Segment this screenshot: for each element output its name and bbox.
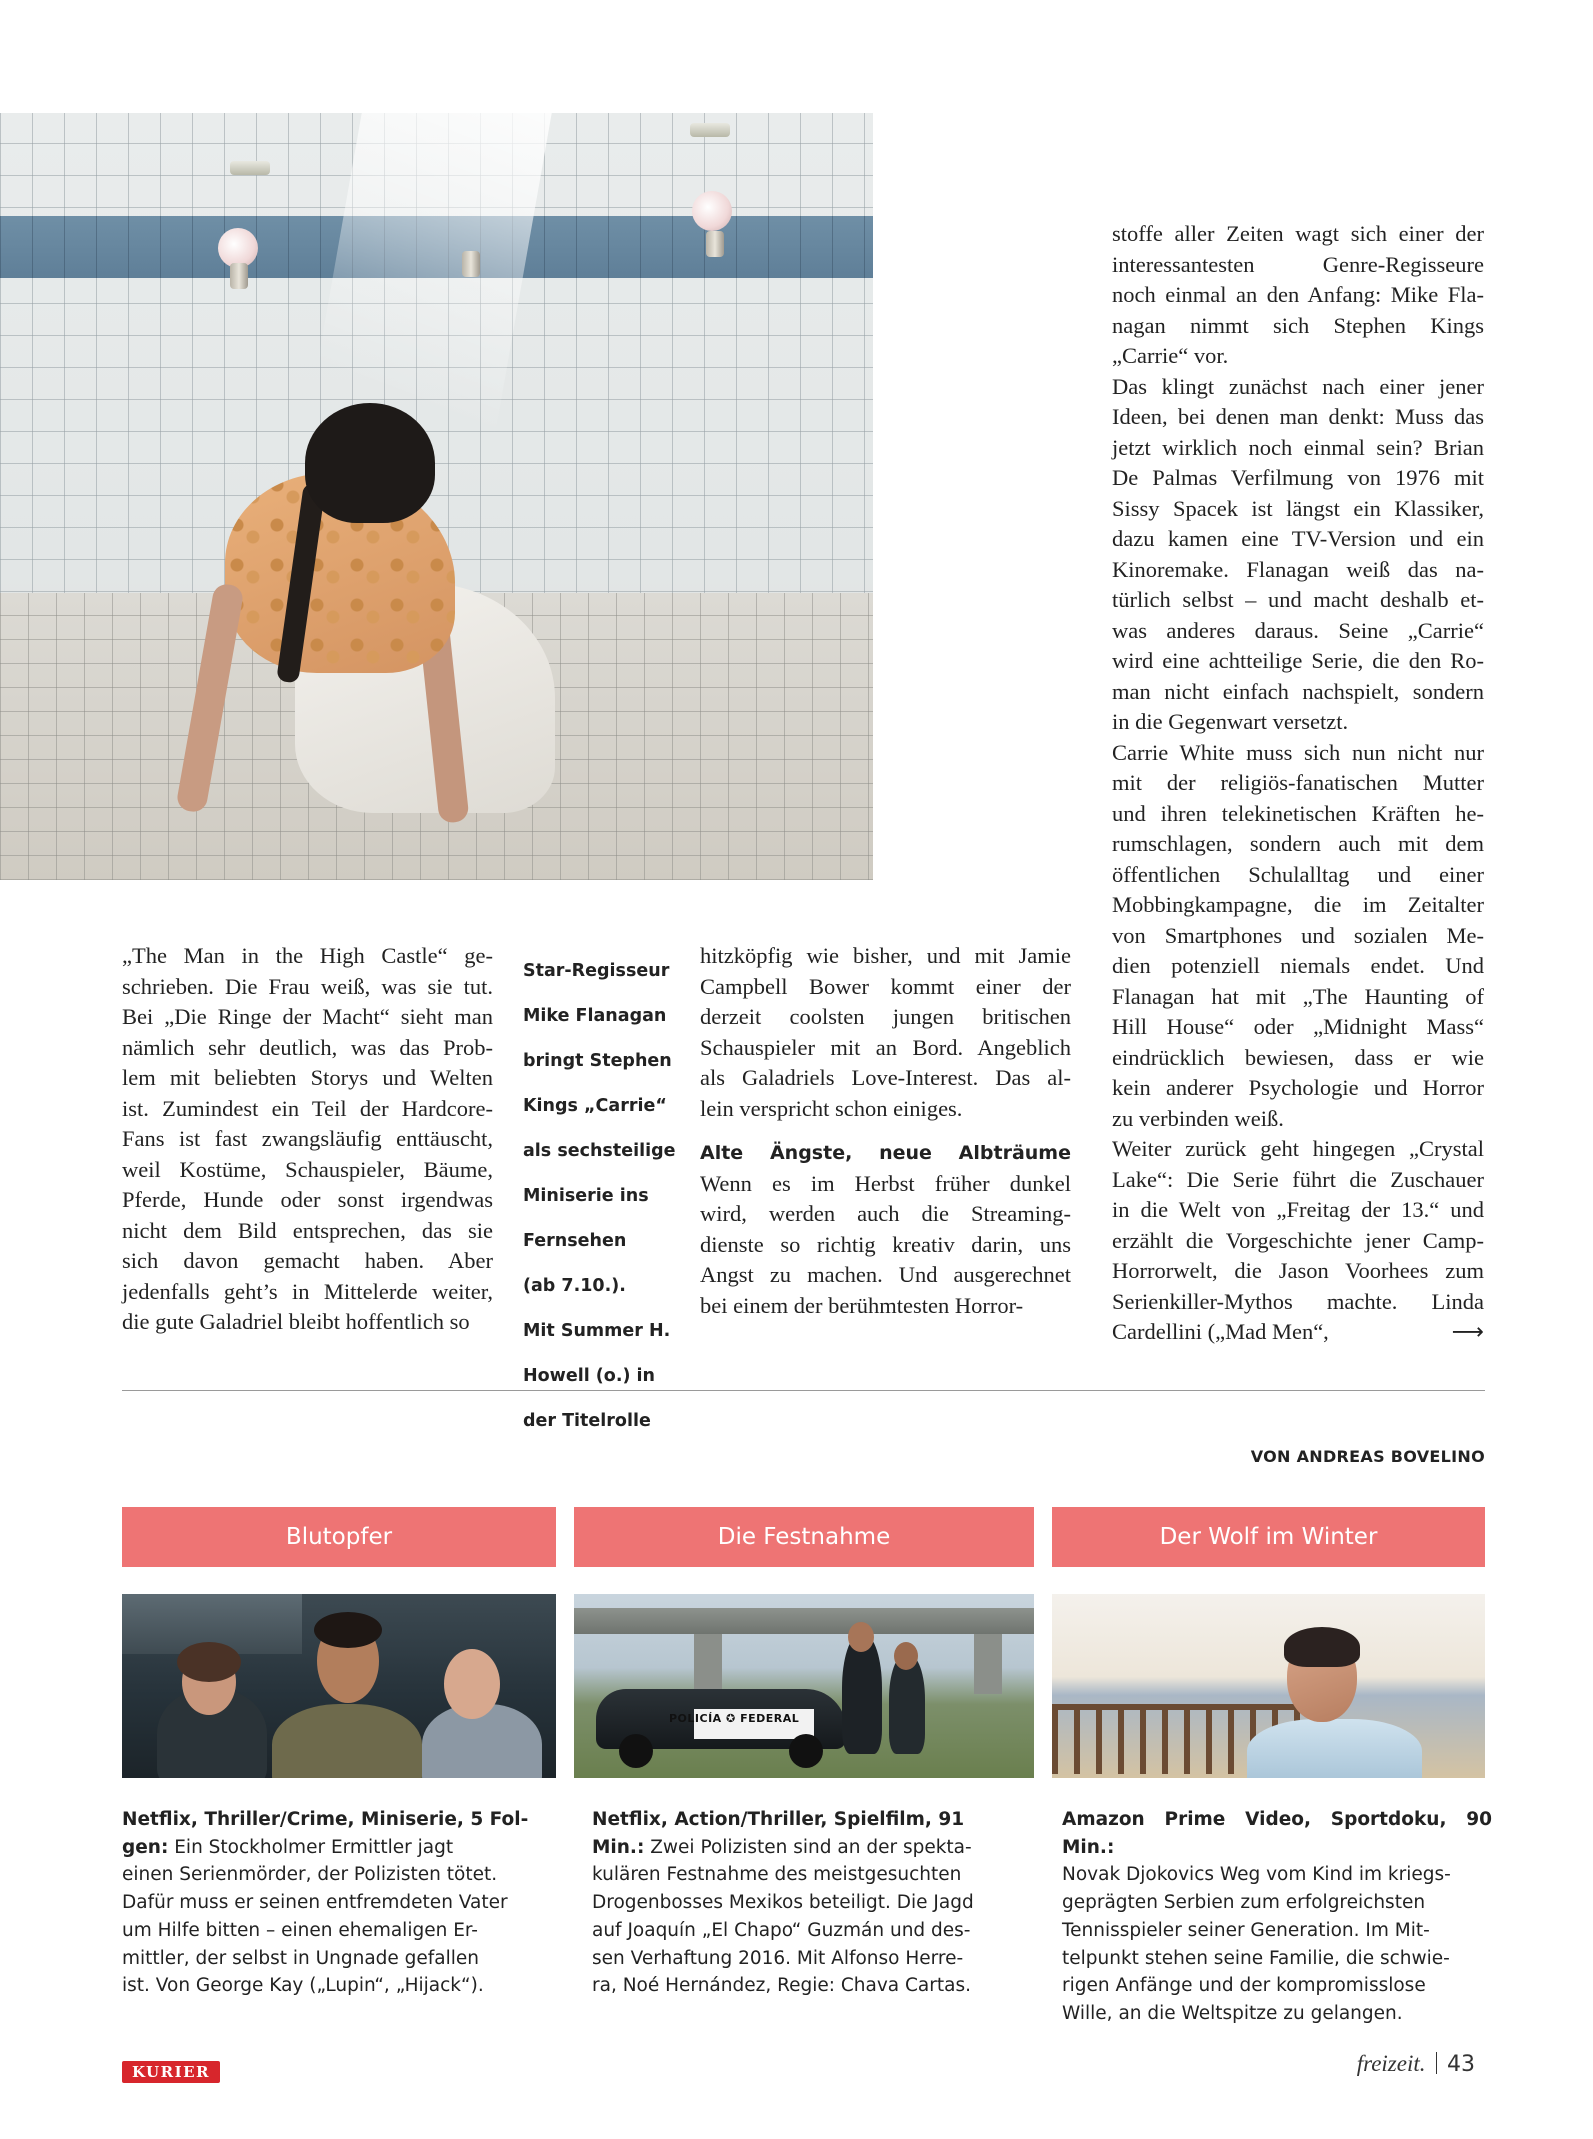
tip-title-wolf: Der Wolf im Winter: [1052, 1507, 1485, 1567]
caption-line: Miniserie ins: [523, 1185, 649, 1206]
shower-head: [218, 228, 258, 268]
soap-dish: [690, 123, 730, 137]
caption-line: Howell (o.) in: [523, 1365, 656, 1386]
article-line: Serienkiller-Mythos machte. Linda: [1112, 1288, 1484, 1314]
article-line: Kinoremake. Flanagan weiß das na-: [1112, 556, 1484, 582]
tip-line: geprägten Serbien zum erfolgreichsten: [1062, 1892, 1426, 1914]
article-line: Mobbingkampagne, die im Zeitalter: [1112, 892, 1484, 917]
tip-line: um Hilfe bitten – einen ehemaligen Er-: [122, 1919, 478, 1941]
article-line: Das klingt zunächst nach einer jener: [1112, 373, 1484, 399]
last-line-text: Cardellini („Mad Men“,: [1112, 1319, 1329, 1344]
article-line: wird, werden auch die Streaming-: [700, 1201, 1071, 1226]
tip-line: Zwei Polizisten sind an der spekta-: [644, 1836, 972, 1858]
caption-line: Fernsehen: [523, 1230, 627, 1251]
tip-line: Wille, an die Weltspitze zu gelangen.: [1062, 2002, 1403, 2024]
magazine-name: freizeit.: [1356, 2051, 1426, 2076]
article-line: Horrorwelt, die Jason Voorhees zum: [1112, 1258, 1484, 1283]
article-line: lein verspricht schon einiges.: [700, 1095, 963, 1121]
article-line: De Palmas Verfilmung von 1976 mit: [1112, 465, 1484, 490]
tip-line: ra, Noé Hernández, Regie: Chava Cartas.: [592, 1975, 971, 1997]
article-line: Weiter zurück geht hingegen „Crystal: [1112, 1136, 1484, 1161]
folio-separator: [1436, 2052, 1438, 2074]
tip-meta: Min.:: [592, 1836, 645, 1858]
tip-meta: gen:: [122, 1836, 169, 1858]
article-line: Angst zu machen. Und ausgerechnet: [700, 1262, 1071, 1287]
tip-line: ist. Von George Kay („Lupin“, „Hijack“).: [122, 1975, 484, 1997]
tip-meta: Netflix, Thriller/Crime, Miniserie, 5 Fol-: [122, 1809, 529, 1830]
article-line: Sissy Spacek ist längst ein Klassiker,: [1112, 495, 1484, 521]
article-line: dien potenziell niemals endet. Und: [1112, 953, 1484, 978]
tip-image-festnahme: [574, 1594, 1034, 1778]
article-line: kein anderer Psychologie und Horror: [1112, 1075, 1484, 1100]
article-line: „The Man in the High Castle“ ge-: [122, 943, 493, 968]
tip-line: sen Verhaftung 2016. Mit Alfonso Herre-: [592, 1947, 964, 1969]
tip-image-wolf: [1052, 1594, 1485, 1778]
article-line: noch einmal an den Anfang: Mike Fla-: [1112, 282, 1484, 307]
article-line: rumschlagen, sondern auch mit dem: [1112, 831, 1484, 856]
article-line: nagan nimmt sich Stephen Kings: [1112, 312, 1484, 338]
article-line: sich davon gemacht haben. Aber: [122, 1248, 493, 1273]
article-line: zu verbinden weiß.: [1112, 1105, 1284, 1131]
hero-photo: [0, 113, 873, 880]
article-column-3: [1112, 219, 1484, 1348]
tip-line: mittler, der selbst in Ungnade gefallen: [122, 1947, 480, 1969]
article-line: was anderes daraus. Seine „Carrie“: [1112, 617, 1484, 643]
car-label: POLICÍA ✪ FEDERAL: [669, 1712, 800, 1725]
tip-line: Ein Stockholmer Ermittler jagt: [168, 1836, 454, 1858]
article-line: Schauspieler mit an Bord. Angeblich: [700, 1034, 1071, 1060]
caption-line: Kings „Carrie“: [523, 1095, 667, 1116]
article-line: in die Welt von „Freitag der 13.“ und: [1112, 1197, 1484, 1222]
shower-tap: [462, 251, 480, 277]
article-line: lem mit beliebten Storys und Welten: [122, 1065, 493, 1090]
article-line: Pferde, Hunde oder sonst irgendwas: [122, 1187, 493, 1212]
tip-text-wolf: [1062, 1806, 1492, 2028]
article-line: türlich selbst – und macht deshalb et-: [1112, 587, 1484, 612]
article-line: jedenfalls geht’s in Mittelerde weiter,: [122, 1278, 493, 1304]
article-line: jetzt wirklich noch einmal sein? Brian: [1112, 434, 1484, 460]
tip-line: Drogenbosses Mexikos beteiligt. Die Jagd: [592, 1892, 974, 1914]
tip-line: auf Joaquín „El Chapo“ Guzmán und des-: [592, 1919, 971, 1941]
article-column-2: [700, 941, 1071, 1321]
tip-image-blutopfer: [122, 1594, 556, 1778]
article-line: in die Gegenwart versetzt.: [1112, 709, 1349, 734]
article-line: Campbell Bower kommt einer der: [700, 973, 1071, 999]
article-line: Wenn es im Herbst früher dunkel: [700, 1170, 1071, 1196]
section-divider: [122, 1390, 1485, 1391]
article-last-line: [1112, 1317, 1484, 1348]
article-line: Hill House“ oder „Midnight Mass“: [1112, 1014, 1484, 1039]
article-line: man nicht einfach nachspielt, sondern: [1112, 678, 1484, 704]
caption-line: bringt Stephen: [523, 1050, 672, 1071]
tip-line: einen Serienmörder, der Polizisten tötet.: [122, 1864, 498, 1886]
article-line: stoffe aller Zeiten wagt sich einer der: [1112, 221, 1484, 246]
article-line: nicht dem Bild entsprechen, das sie: [122, 1217, 493, 1243]
caption-line: (ab 7.10.).: [523, 1275, 626, 1296]
article-line: Flanagan hat mit „The Haunting of: [1112, 983, 1484, 1009]
article-line: Bei „Die Ringe der Macht“ sieht man: [122, 1004, 493, 1029]
article-line: nämlich sehr deutlich, was das Prob-: [122, 1034, 493, 1060]
article-line: schrieben. Die Frau weiß, was sie tut.: [122, 973, 493, 999]
article-line: als Galadriels Love-Interest. Das al-: [700, 1065, 1071, 1090]
shower-tap: [230, 263, 248, 289]
article-line: öffentlichen Schulalltag und einer: [1112, 861, 1484, 887]
article-line: dazu kamen eine TV-Version und ein: [1112, 526, 1484, 551]
article-line: ist. Zumindest ein Teil der Hardcore-: [122, 1095, 493, 1121]
tip-line: telpunkt stehen seine Familie, die schwie-: [1062, 1947, 1450, 1969]
shower-head: [692, 191, 732, 231]
caption-line: der Titelrolle: [523, 1410, 651, 1431]
tip-title-festnahme: Die Festnahme: [574, 1507, 1034, 1567]
tip-line: Dafür muss er seinen entfremdeten Vater: [122, 1892, 508, 1914]
caption-line: Mike Flanagan: [523, 1005, 667, 1026]
tip-meta: Netflix, Action/Thriller, Spielfilm, 91: [592, 1809, 965, 1830]
article-line: bei einem der berühmtesten Horror-: [700, 1292, 1024, 1318]
page-folio: [1357, 2051, 1475, 2077]
article-line: von Smartphones und sozialen Me-: [1112, 922, 1484, 948]
tip-text-blutopfer: [122, 1806, 552, 2000]
article-line: mit der religiös-fanatischen Mutter: [1112, 770, 1484, 795]
caption-line: Star-Regisseur: [523, 960, 670, 981]
caption-line: als sechsteilige: [523, 1140, 676, 1161]
soap-dish: [230, 161, 270, 175]
article-line: Carrie White muss sich nun nicht nur: [1112, 739, 1484, 765]
tip-meta: Amazon Prime Video, Sportdoku, 90 Min.:: [1062, 1809, 1492, 1858]
tip-line: rigen Anfänge und der kompromisslose: [1062, 1975, 1426, 1997]
article-line: interessantesten Genre-Regisseure: [1112, 251, 1484, 277]
article-line: erzählt die Vorgeschichte jener Camp-: [1112, 1227, 1484, 1253]
tips-author: VON ANDREAS BOVELINO: [1250, 1447, 1485, 1466]
article-line: „Carrie“ vor.: [1112, 343, 1229, 368]
article-line: Ideen, bei denen man denkt: Muss das: [1112, 404, 1484, 429]
continue-arrow-icon: ⟶: [1451, 1319, 1484, 1345]
tip-text-festnahme: [592, 1806, 1022, 2000]
tip-line: Tennisspieler seiner Generation. Im Mit-: [1062, 1919, 1430, 1941]
tip-title-blutopfer: Blutopfer: [122, 1507, 556, 1567]
shower-tap: [706, 231, 724, 257]
article-line: wird eine achtteilige Serie, die den Ro-: [1112, 648, 1484, 673]
article-line: und ihren telekinetischen Kräften he-: [1112, 800, 1484, 826]
tip-line: kulären Festnahme des meistgesuchten: [592, 1864, 962, 1886]
tip-line: Novak Djokovics Weg vom Kind im kriegs-: [1062, 1864, 1451, 1886]
article-line: eindrücklich bewiesen, dass er wie: [1112, 1044, 1484, 1070]
article-subheading: Alte Ängste, neue Albträume: [700, 1142, 1071, 1164]
article-line: dienste so richtig kreativ darin, uns: [700, 1231, 1071, 1257]
article-line: Lake“: Die Serie führt die Zuschauer: [1112, 1166, 1484, 1192]
photo-caption: [523, 940, 683, 1453]
kurier-logo: KURIER: [122, 2061, 220, 2083]
article-line: die gute Galadriel bleibt hoffentlich so: [122, 1309, 470, 1334]
article-column-1: [122, 941, 493, 1338]
article-line: Fans ist fast zwangsläufig enttäuscht,: [122, 1126, 493, 1151]
article-line: derzeit coolsten jungen britischen: [700, 1004, 1071, 1029]
caption-line: Mit Summer H.: [523, 1320, 671, 1341]
article-line: hitzköpfig wie bisher, und mit Jamie: [700, 943, 1071, 968]
girl-figure: [195, 403, 555, 823]
page-number: 43: [1447, 2052, 1475, 2077]
article-line: weil Kostüme, Schauspieler, Bäume,: [122, 1156, 493, 1182]
